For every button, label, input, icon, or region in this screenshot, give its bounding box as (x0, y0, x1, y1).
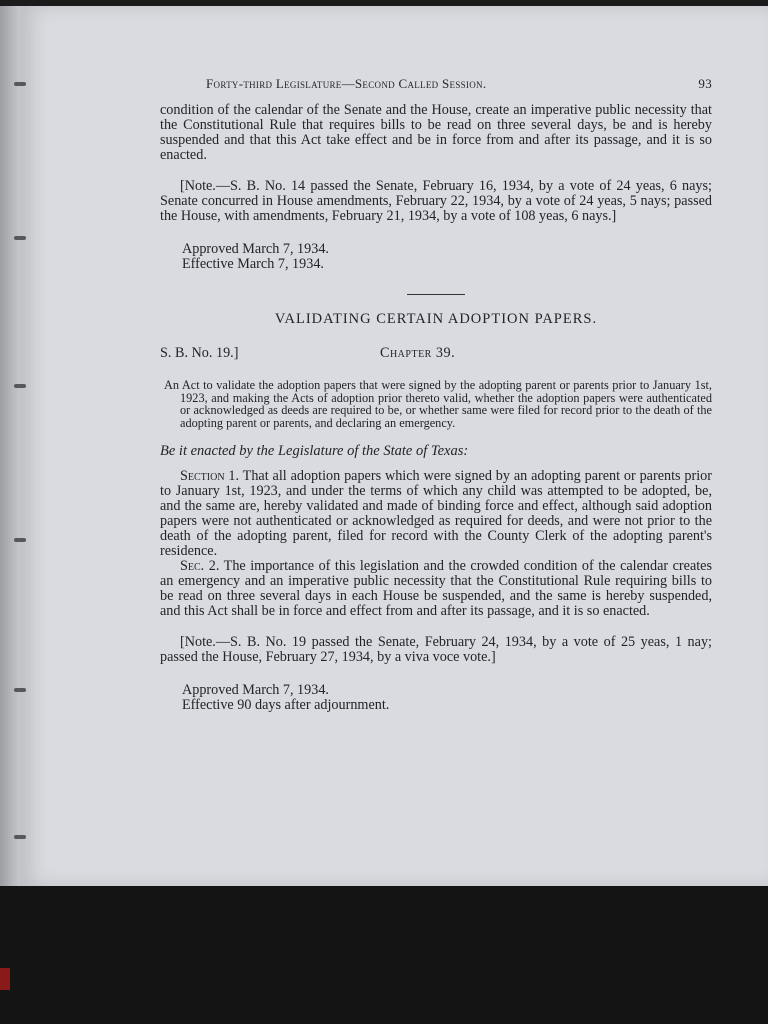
previous-act-text: condition of the calendar of the Senate and the House, create an imperative public necessity that the Constitutional Rule that requires bills to be read on three several days, be and is hereby suspended and that this Act take effect and be in force from and after its passage, and it is so enacted. (160, 102, 712, 163)
previous-act-note: [Note.—S. B. No. 14 passed the Senate, February 16, 1934, by a vote of 24 yeas, 6 nays; Senate concurred in House amendments, February 22, 1934, by a vote of 24 yeas, 5 nays; passed the House, with amendments, February 21, 1934, by a vote of 108 yeas, 6 nays.] (160, 178, 712, 224)
binding-stitch (14, 236, 26, 240)
section-1 (160, 469, 712, 559)
binding-stitch (14, 835, 26, 839)
running-head-title: Forty-third Legislature—Second Called Session. (206, 76, 487, 91)
book-binding (0, 6, 22, 891)
binding-stitch (14, 384, 26, 388)
section-2-text: The importance of this legislation and the crowded condition of the calendar creates an emergency and an imperative public necessity that the Constitutional Rule requiring bills to be read on three several days in each House be suspended, and the same is hereby suspended, and this Act shall be in force and effect from and after its passage, and it is so enacted. (160, 558, 713, 619)
act-note: [Note.—S. B. No. 19 passed the Senate, February 24, 1934, by a vote of 25 yeas, 1 nay; passed the House, February 27, 1934, by a viva voce vote.] (160, 634, 712, 665)
background-table (0, 886, 768, 1024)
act-caption: An Act to validate the adoption papers that were signed by the adopting parent or parents prior to January 1st, 1923, and making the Acts of adoption prior thereto valid, whether the adoption papers were authenticated or acknowledged as deeds are required to be, or whether same were filed for record prior to the death of the adopting parent or parents, and declaring an emergency. (164, 378, 712, 430)
enacting-clause: Be it enacted by the Legislature of the State of Texas: (160, 443, 469, 459)
binding-stitch (14, 688, 26, 692)
binding-stitch (14, 82, 26, 86)
page-number: 93 (698, 76, 712, 91)
approved-date: Approved March 7, 1934. (182, 682, 329, 698)
binding-stitch (14, 538, 26, 542)
effective-date: Effective March 7, 1934. (182, 256, 324, 272)
bill-chapter-row (160, 346, 712, 361)
page-content (160, 76, 712, 713)
bill-number: S. B. No. 19.] (160, 345, 239, 361)
section-2-label: Sec. 2. (180, 558, 220, 574)
red-mark (0, 968, 10, 990)
act-dates (182, 683, 712, 713)
section-1-text: That all adoption papers which were signed by an adopting parent or parents prior to January 1st, 1923, and under the terms of which any child was attempted to be adopted, be, and the same are, hereby validated and made of binding force and effect, although said adoption papers were not authenticated or acknowledged as required for deeds, and were not prior to the death of the adopting parent, filed for record with the County Clerk of the adopting parent's residence. (160, 468, 712, 559)
act-heading: VALIDATING CERTAIN ADOPTION PAPERS. (274, 311, 598, 327)
section-1-label: Section 1. (180, 468, 240, 484)
section-2 (160, 559, 712, 619)
running-head (206, 76, 712, 91)
section-divider (407, 294, 465, 295)
approved-date: Approved March 7, 1934. (182, 241, 329, 257)
previous-act-dates (182, 242, 712, 272)
effective-date: Effective 90 days after adjournment. (182, 697, 390, 713)
chapter-number: Chapter 39. (380, 345, 456, 361)
